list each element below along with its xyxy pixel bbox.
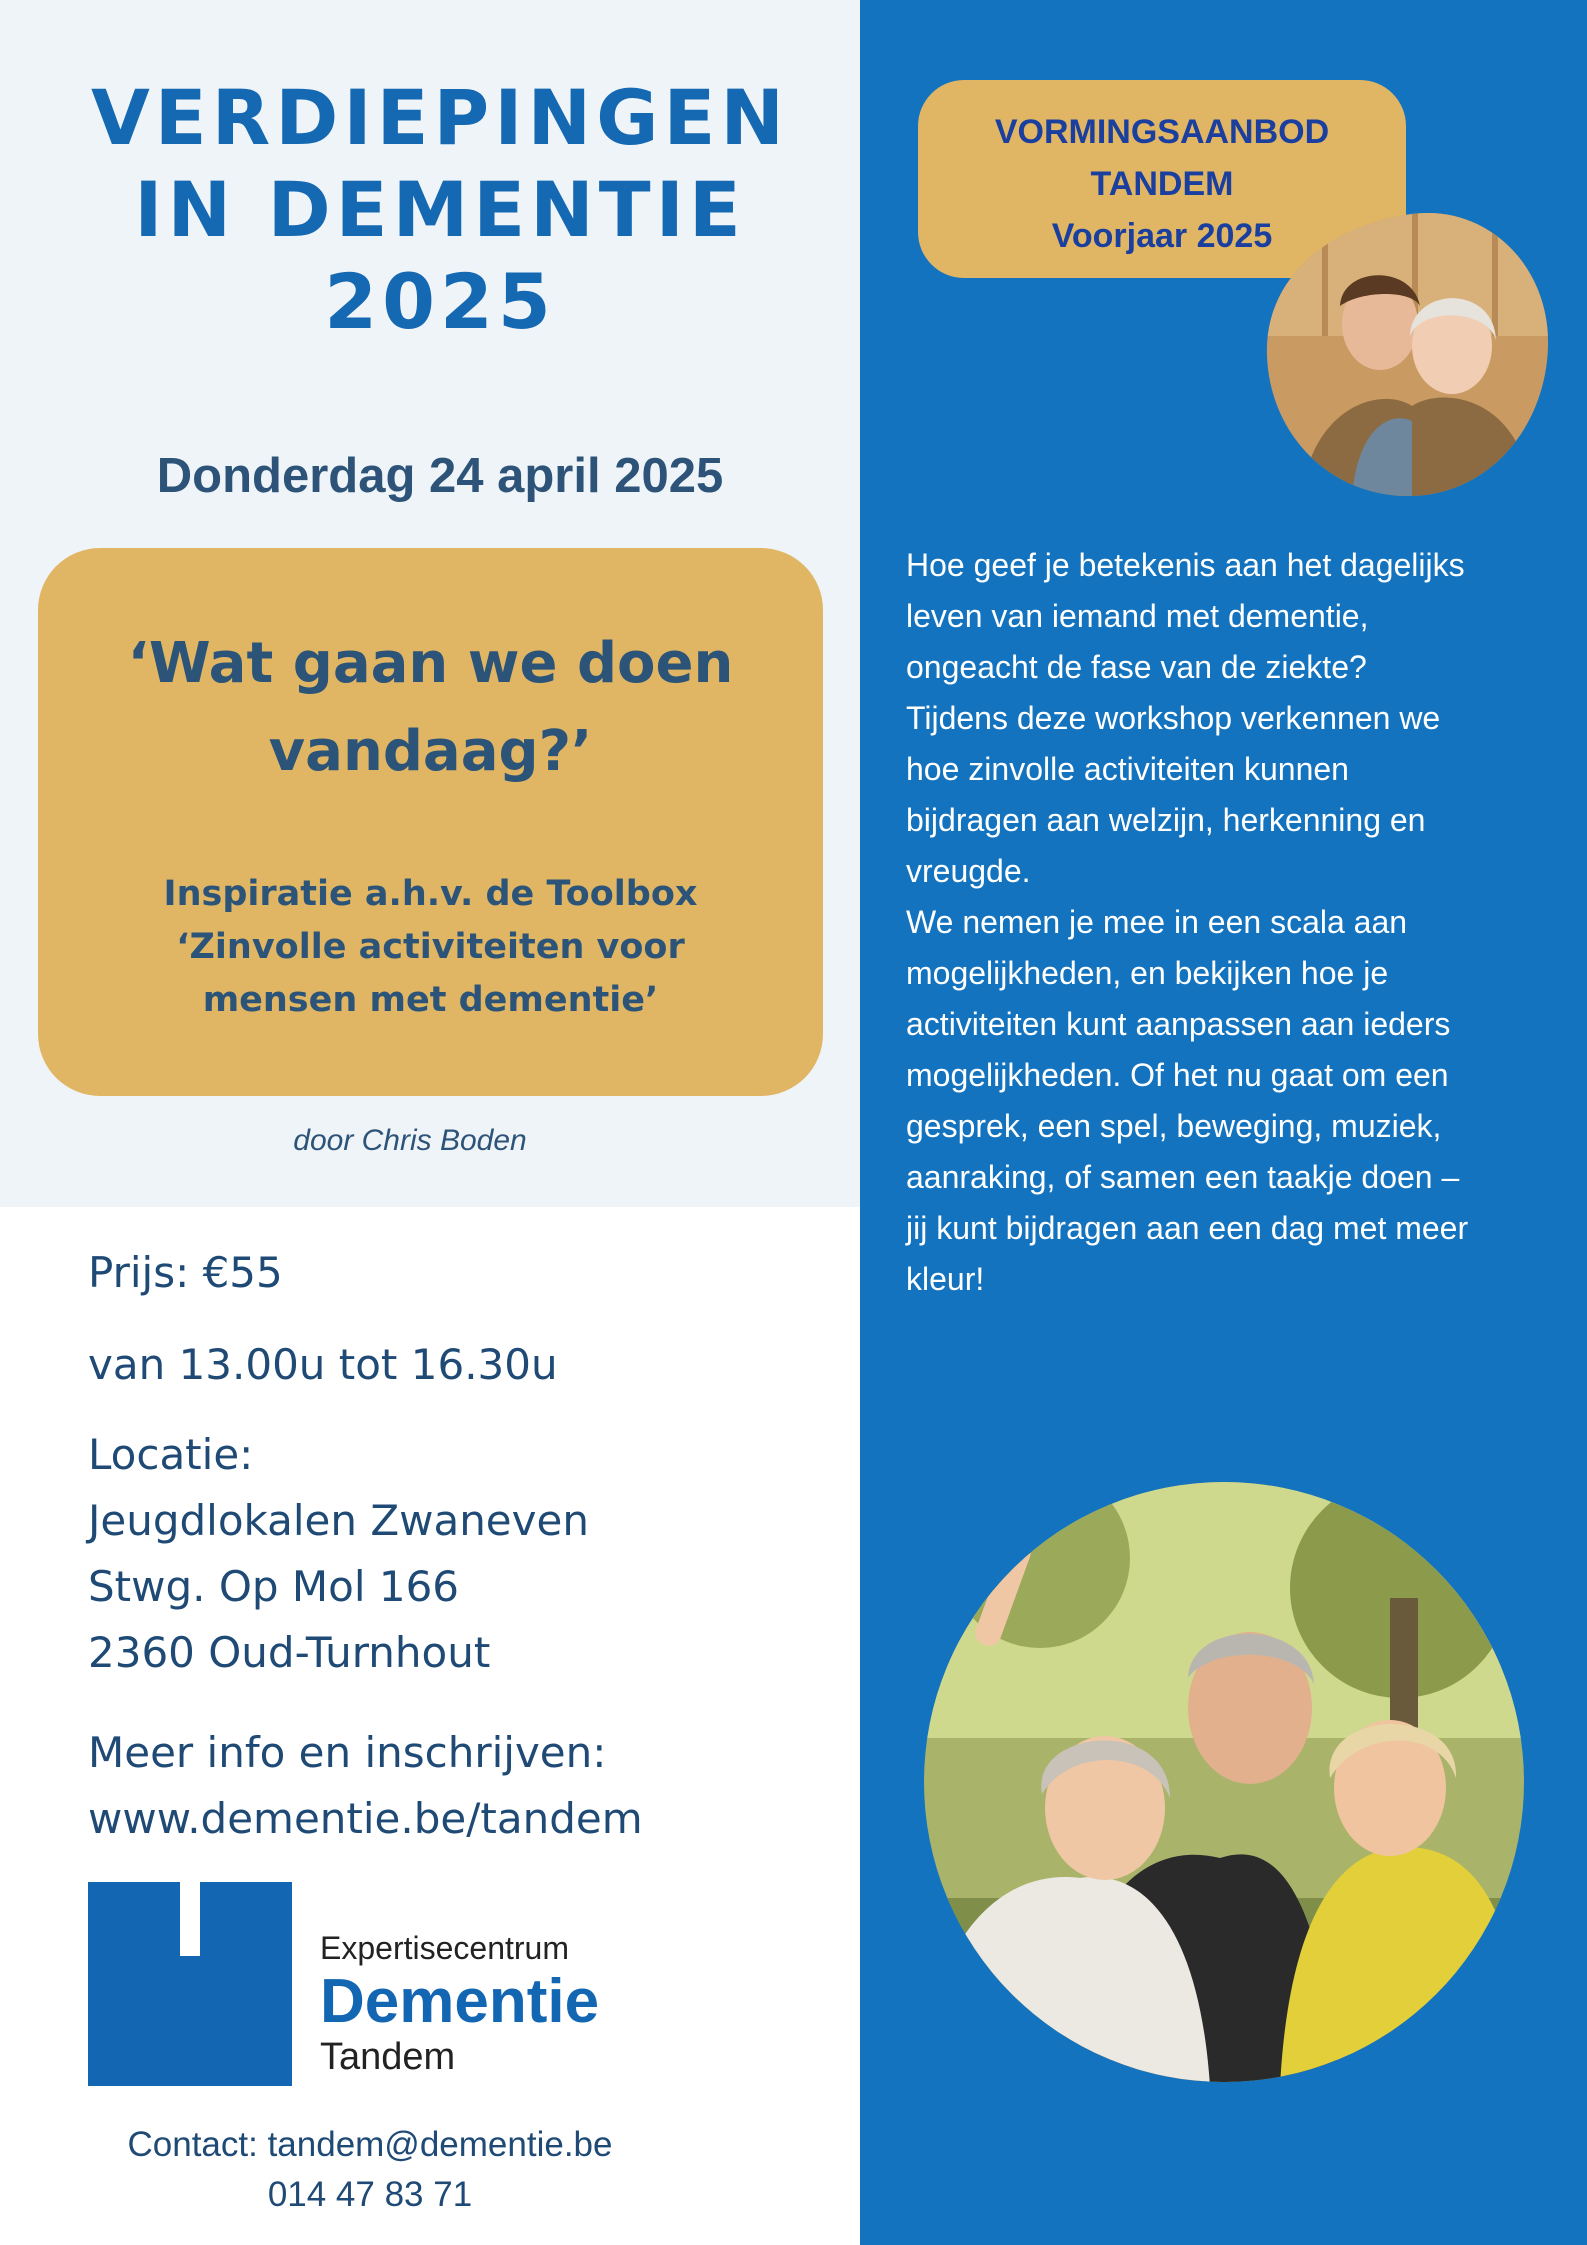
title-line-3: 2025 bbox=[324, 257, 556, 346]
workshop-title bbox=[38, 620, 823, 796]
event-time: van 13.00u tot 16.30u bbox=[88, 1340, 558, 1389]
description-line: vreugde. bbox=[906, 853, 1031, 889]
description-line: mogelijkheden. Of het nu gaat om een bbox=[906, 1057, 1449, 1093]
more-info-block bbox=[88, 1720, 643, 1852]
workshop-title-line-1: ‘Wat gaan we doen bbox=[127, 631, 734, 696]
description-line: jij kunt bijdragen aan een dag met meer bbox=[906, 1210, 1469, 1246]
description-line: mogelijkheden, en bekijken hoe je bbox=[906, 955, 1389, 991]
description-line: Tijdens deze workshop verkennen we bbox=[906, 700, 1441, 736]
title-line-2: IN DEMENTIE bbox=[134, 165, 746, 254]
contact-phone[interactable]: 014 47 83 71 bbox=[267, 2175, 473, 2214]
badge-line-1: VORMINGSAANBOD bbox=[994, 113, 1330, 151]
description-line: kleur! bbox=[906, 1261, 985, 1297]
workshop-subtitle-line-2: ‘Zinvolle activiteiten voor bbox=[176, 927, 685, 967]
description-line: leven van iemand met dementie, bbox=[906, 598, 1369, 634]
location-label: Locatie: bbox=[88, 1430, 254, 1479]
badge-line-3: Voorjaar 2025 bbox=[1051, 217, 1273, 255]
logo-line-2: Dementie bbox=[320, 1967, 600, 2036]
description-line: We nemen je mee in een scala aan bbox=[906, 904, 1408, 940]
logo-text bbox=[320, 1926, 599, 2080]
page-title bbox=[0, 72, 880, 348]
workshop-subtitle-line-3: mensen met dementie’ bbox=[202, 980, 659, 1020]
logo-line-1: Expertisecentrum bbox=[320, 1930, 569, 1966]
price: Prijs: €55 bbox=[88, 1248, 283, 1297]
title-line-1: VERDIEPINGEN bbox=[90, 73, 790, 162]
logo-mark-icon bbox=[88, 1882, 292, 2086]
workshop-title-line-2: vandaag?’ bbox=[268, 719, 593, 784]
description-line: activiteiten kunt aanpassen aan ieders bbox=[906, 1006, 1451, 1042]
contact-block bbox=[60, 2120, 680, 2220]
more-info-label: Meer info en inschrijven: bbox=[88, 1728, 607, 1777]
location-line-3: 2360 Oud-Turnhout bbox=[88, 1628, 491, 1677]
event-date: Donderdag 24 april 2025 bbox=[156, 449, 724, 503]
more-info-link[interactable]: www.dementie.be/tandem bbox=[88, 1794, 643, 1843]
location-line-2: Stwg. Op Mol 166 bbox=[88, 1562, 460, 1611]
location-line-1: Jeugdlokalen Zwaneven bbox=[88, 1496, 589, 1545]
logo-line-3: Tandem bbox=[320, 2036, 456, 2078]
location-block bbox=[88, 1422, 589, 1686]
badge-line-2: TANDEM bbox=[1090, 165, 1234, 203]
workshop-subtitle bbox=[38, 868, 823, 1027]
description-line: ongeacht de fase van de ziekte? bbox=[906, 649, 1367, 685]
workshop-description bbox=[906, 540, 1546, 1305]
speaker-credit: door Chris Boden bbox=[293, 1124, 527, 1157]
description-line: Hoe geef je betekenis aan het dagelijks bbox=[906, 547, 1465, 583]
description-line: bijdragen aan welzijn, herkenning en bbox=[906, 802, 1426, 838]
workshop-subtitle-line-1: Inspiratie a.h.v. de Toolbox bbox=[163, 874, 698, 914]
caregiver-photo-icon bbox=[1262, 206, 1552, 496]
description-line: gesprek, een spel, beweging, muziek, bbox=[906, 1108, 1442, 1144]
contact-email[interactable]: Contact: tandem@dementie.be bbox=[127, 2125, 613, 2164]
seniors-selfie-photo-icon bbox=[920, 1478, 1528, 2086]
description-line: aanraking, of samen een taakje doen – bbox=[906, 1159, 1460, 1195]
workshop-card bbox=[38, 548, 823, 1096]
organisation-logo bbox=[88, 1882, 668, 2086]
description-line: hoe zinvolle activiteiten kunnen bbox=[906, 751, 1349, 787]
